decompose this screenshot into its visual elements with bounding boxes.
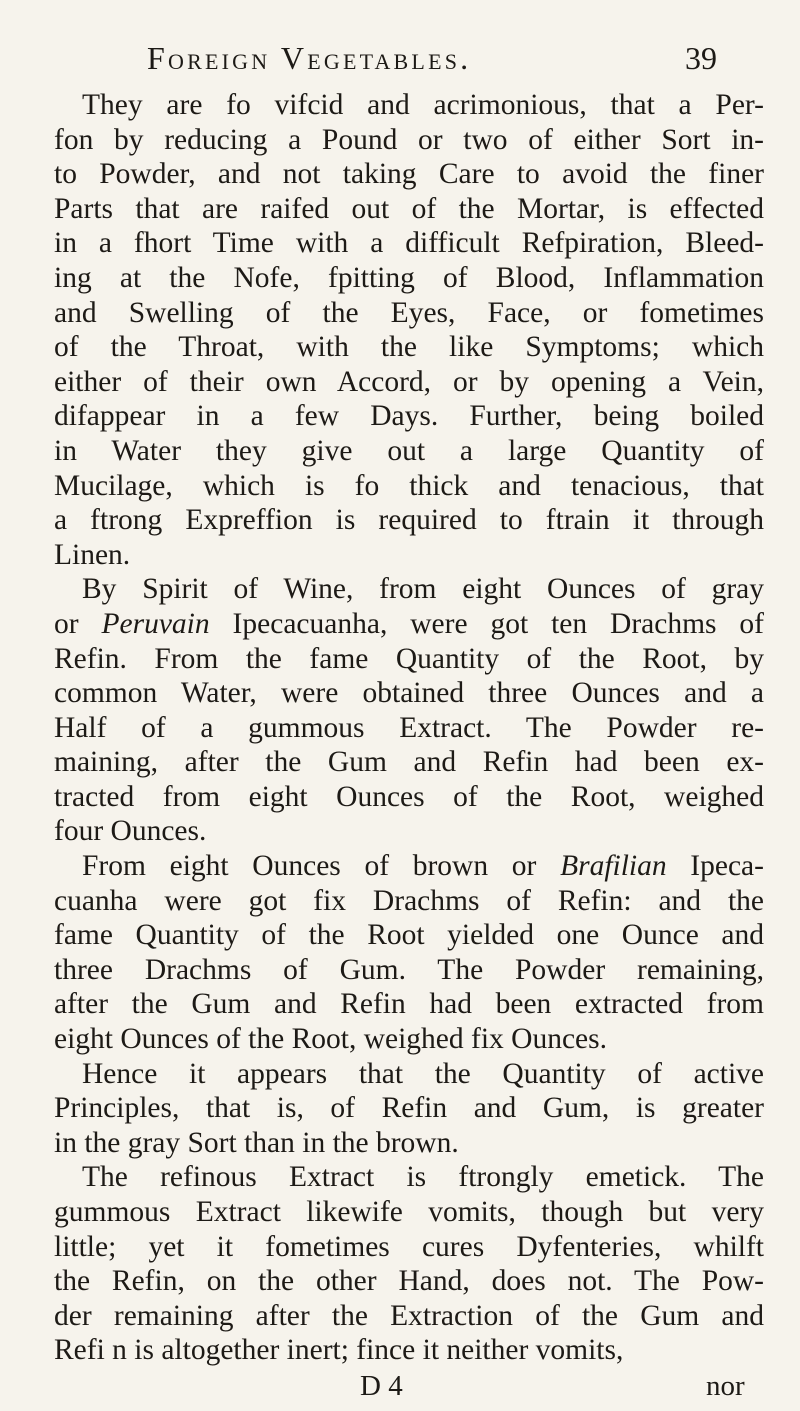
text-line: after the Gum and Refin had been extracted from: [54, 988, 764, 1021]
text-line: Principles, that is, of Refin and Gum, is greater: [54, 1092, 764, 1125]
italic-word: Brafilian: [560, 850, 667, 883]
text-line: Hence it appears that the Quantity of active: [82, 1057, 764, 1090]
text-line: Refin. From the fame Quantity of the Root, by: [54, 642, 764, 675]
text-line: of the Throat, with the like Symptoms; which: [54, 331, 764, 364]
signature-mark: D 4: [360, 1370, 403, 1402]
text-line: der remaining after the Extraction of the Gum and: [54, 1299, 764, 1332]
text-line: to Powder, and not taking Care to avoid the finer: [54, 158, 764, 191]
text-line: By Spirit of Wine, from eight Ounces of gray: [82, 573, 764, 606]
text-line: From eight Ounces of brown or Brafilian Ipeca-: [82, 850, 764, 883]
running-title: Foreign Vegetables.: [147, 40, 472, 76]
text-line: and Swelling of the Eyes, Face, or fometimes: [54, 296, 764, 329]
text-line: the Refin, on the other Hand, does not. The Pow-: [54, 1265, 764, 1298]
text-line: They are fo vifcid and acrimonious, that a Per-: [82, 89, 764, 121]
text-line: Refi n is altogether inert; fince it neither vomits,: [54, 1334, 624, 1367]
catchword: nor: [706, 1370, 745, 1402]
text-line: or Peruvain Ipecacuanha, were got ten Drachms of: [54, 607, 765, 640]
text-line: in the gray Sort than in the brown.: [54, 1126, 459, 1159]
text-line: maining, after the Gum and Refin had been ex-: [54, 746, 764, 779]
text-line: three Drachms of Gum. The Powder remaining,: [54, 953, 764, 986]
text-line: The refinous Extract is ftrongly emetick. The: [82, 1161, 764, 1194]
text-line: four Ounces.: [54, 815, 207, 848]
text-line: fon by reducing a Pound or two of either Sort in-: [54, 123, 764, 156]
text-line: Parts that are raifed out of the Mortar, is effected: [54, 192, 764, 225]
text-line: eight Ounces of the Root, weighed fix Ounces.: [54, 1023, 607, 1056]
text-line: a ftrong Expreffion is required to ftrain it through: [54, 504, 764, 537]
page-header: [147, 36, 717, 86]
text-line: Half of a gummous Extract. The Powder re-: [54, 711, 764, 744]
text-line: difappear in a few Days. Further, being boiled: [54, 400, 764, 433]
text-line: Linen.: [54, 538, 131, 571]
italic-word: Peruvain: [101, 607, 210, 640]
text-line: tracted from eight Ounces of the Root, weighed: [54, 780, 764, 813]
text-line: either of their own Accord, or by opening a Vein,: [54, 365, 764, 398]
text-line: gummous Extract likewife vomits, though but very: [54, 1196, 764, 1229]
text-line: cuanha were got fix Drachms of Refin: and the: [54, 884, 764, 917]
text-line: in Water they give out a large Quantity of: [54, 434, 764, 467]
page-number: 39: [685, 40, 717, 76]
text-line: ing at the Nofe, fpitting of Blood, Inflammation: [54, 261, 764, 294]
text-line: little; yet it fometimes cures Dyfenteries, whilft: [54, 1230, 764, 1263]
text-line: fame Quantity of the Root yielded one Ounce and: [54, 919, 764, 952]
text-line: in a fhort Time with a difficult Refpiration, Bleed-: [54, 227, 764, 260]
text-line: common Water, were obtained three Ounces and a: [54, 677, 764, 710]
text-line: Mucilage, which is fo thick and tenacious, that: [54, 469, 764, 502]
